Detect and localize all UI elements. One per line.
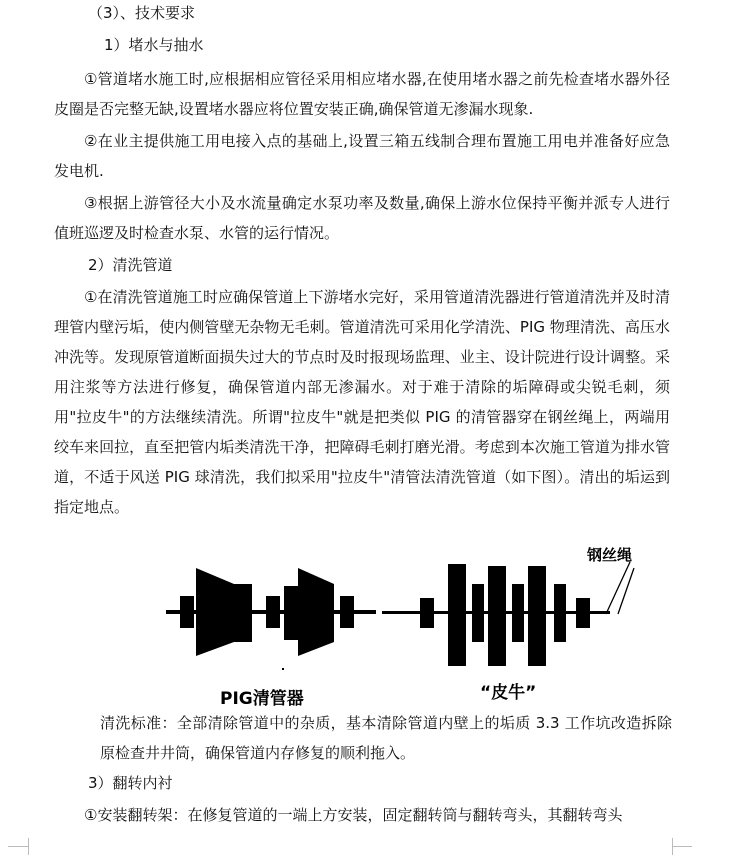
pini-disc xyxy=(420,598,434,628)
pig-cleaner-figure xyxy=(0,538,744,710)
subsection-title-pipe-cleaning: 2）清洗管道 xyxy=(88,256,173,274)
label-wire-rope: 钢丝绳 xyxy=(587,546,633,564)
pini-disc xyxy=(488,566,506,666)
crop-mark xyxy=(672,846,692,847)
pini-disc xyxy=(528,566,546,666)
pig-disc xyxy=(234,584,252,642)
paragraph-plugging-1: ①管道堵水施工时,应根据相应管径采用相应堵水器,在使用堵水器之前先检查堵水器外径皮圈是否完整无缺,设置堵水器应将位置安装正确,确保管道无渗漏水现象. xyxy=(54,70,670,118)
crop-mark xyxy=(8,846,28,847)
paragraph-plugging-2: ②在业主提供施工用电接入点的基础上,设置三箱五线制合理布置施工用电并准备好应急发电机. xyxy=(54,132,670,180)
label-pig-cleaner: PIG清管器 xyxy=(220,689,304,709)
pini-disc xyxy=(472,584,484,642)
pini-disc xyxy=(554,584,566,642)
pig-disc xyxy=(266,596,280,628)
crop-mark xyxy=(672,838,673,855)
pig-disc xyxy=(180,596,194,628)
pig-cone-left xyxy=(196,568,234,656)
pini-disc xyxy=(512,584,524,642)
section-title: （3）、技术要求 xyxy=(88,4,196,22)
paragraph-cleaning-1: ①在清洗管道施工时应确保管道上下游堵水完好，采用管道清洗器进行管道清洗并及时清理管内壁污垢，使内侧管壁无杂物无毛刺。管道清洗可采用化学清洗、PIG 物理清洗、高压水冲洗等。发现原管道断面损失过大的节点时及时报现场监理、业主、设计院进行设计调整。采用注浆等方法进行修复，确保管道内部无渗漏水。对于难于清除的垢障碍或尖锐毛刺，须用"拉皮牛"的方法继续清洗。所谓"拉皮牛"就是把类似 PIG 的清管器穿在钢丝绳上，两端用绞车来回拉，直至把管内垢类清洗干净，把障碍毛刺打磨光滑。考虑到本次施工管道为排水管道，不适于风送 PIG 球清洗，我们拟采用"拉皮牛"清管法清洗管道（如下图）。清出的垢运到指定地点。 xyxy=(54,288,670,516)
label-pini: “皮牛” xyxy=(480,683,537,703)
pig-disc xyxy=(284,586,298,640)
subsection-title-water-plugging: 1）堵水与抽水 xyxy=(104,36,204,54)
paragraph-clean-standard: 清洗标准：全部清除管道中的杂质，基本清除管道内壁上的垢质 3.3 工作坑改造拆除原检查井井筒，确保管道内存修复的顺利拖入。 xyxy=(100,714,672,762)
pig-cone-right xyxy=(298,568,334,656)
paragraph-inversion-1: ①安装翻转架：在修复管道的一端上方安装，固定翻转筒与翻转弯头，其翻转弯头 xyxy=(84,806,623,824)
pig-disc xyxy=(340,596,354,628)
pini-disc xyxy=(448,564,466,666)
paragraph-plugging-3: ③根据上游管径大小及水流量确定水泵功率及数量,确保上游水位保持平衡并派专人进行值班巡逻及时检查水泵、水管的运行情况。 xyxy=(54,194,670,242)
pini-disc xyxy=(576,598,590,628)
subsection-title-inversion-lining: 3）翻转内衬 xyxy=(88,774,173,792)
wire-leader-line xyxy=(618,568,634,614)
crop-mark xyxy=(28,838,29,855)
